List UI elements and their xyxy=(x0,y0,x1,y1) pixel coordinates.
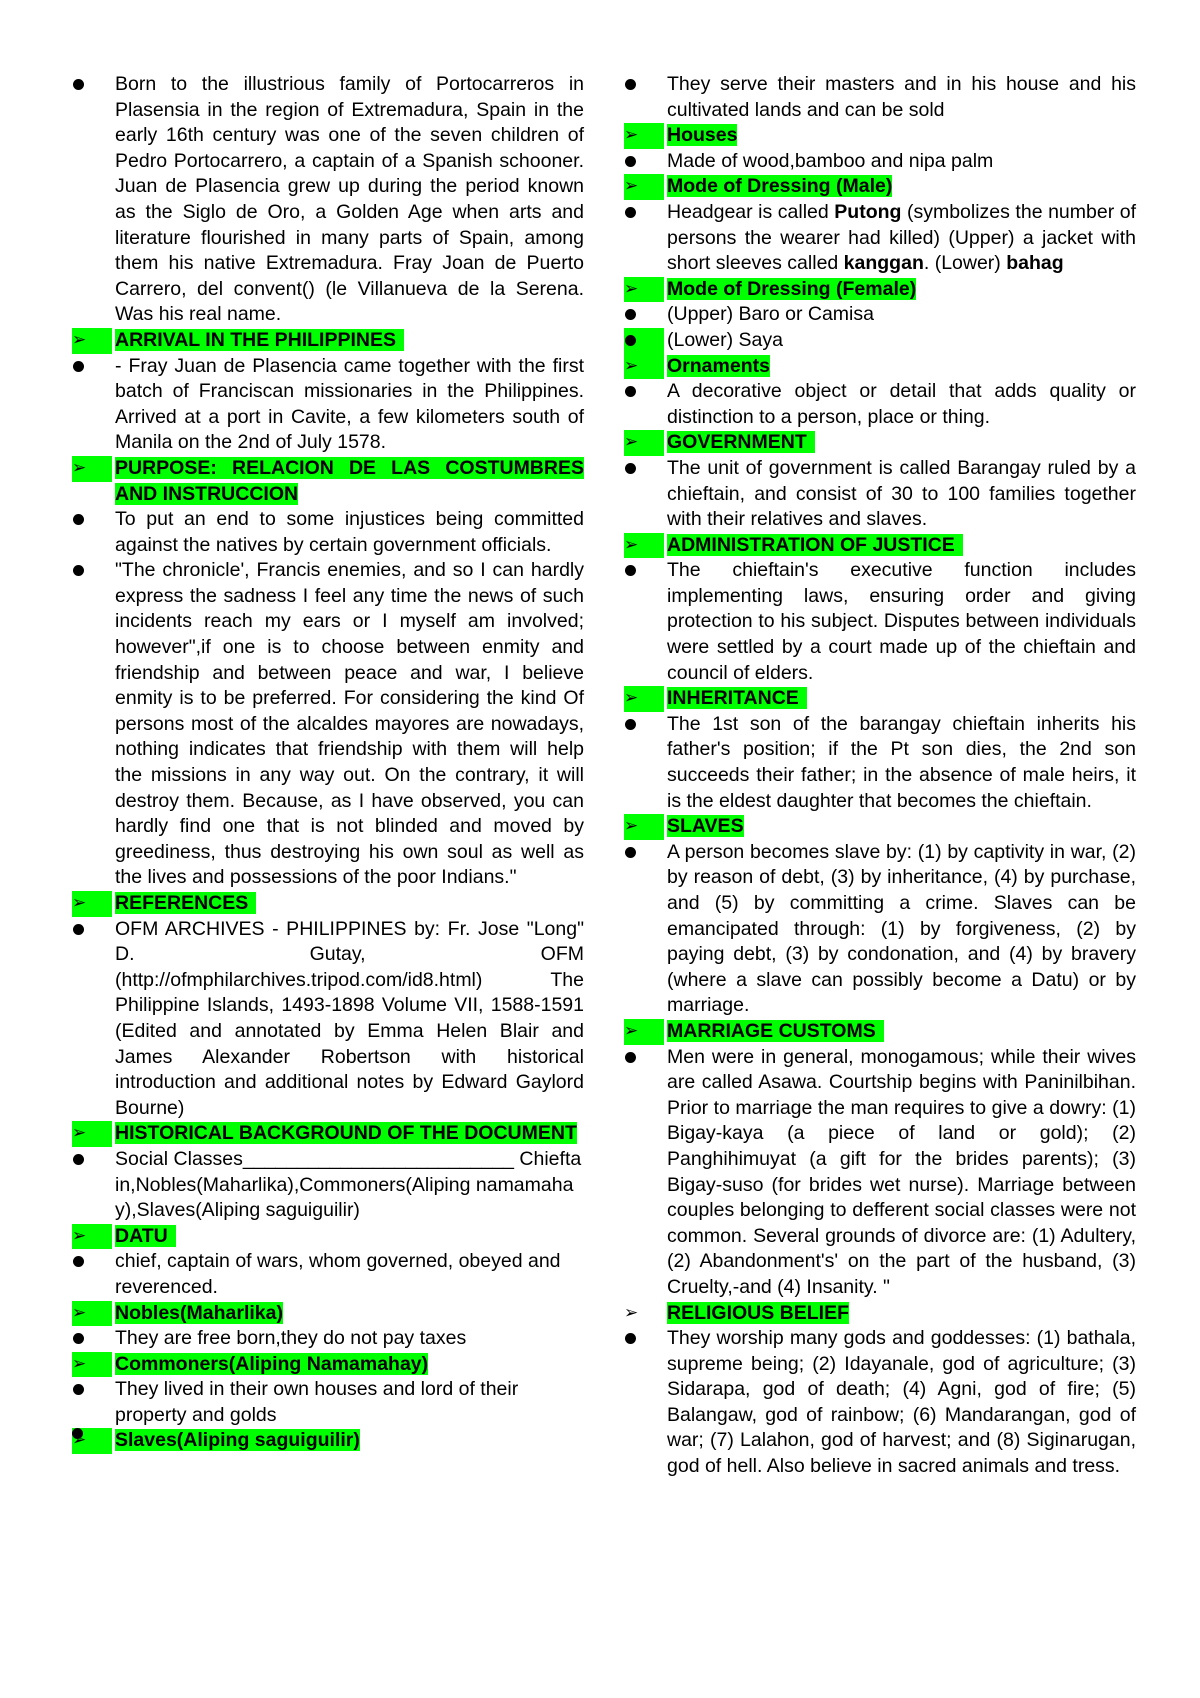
heading-purpose xyxy=(72,456,584,507)
paragraph-datu: chief, captain of wars, whom governed, obeyed and reverenced. xyxy=(115,1250,561,1298)
paragraph-arrival: - Fray Juan de Plasencia came together with the first batch of Franciscan missionaries in the Philippines. Arrived at a port in Cavite, a few kilometers south of Manila on the 2nd of July 1578. xyxy=(115,354,584,454)
bullet-item xyxy=(72,72,584,328)
heading-slaves-class xyxy=(72,1428,584,1454)
heading-text: ARRIVAL IN THE PHILIPPINES xyxy=(115,329,404,351)
arrow-bullet-icon xyxy=(72,1121,112,1147)
heading-text: DATU xyxy=(115,1225,176,1247)
arrow-bullet-icon xyxy=(624,1019,664,1045)
heading-commoners xyxy=(72,1352,584,1378)
arrow-bullet-icon xyxy=(624,354,664,380)
arrow-bullet-icon xyxy=(624,814,664,840)
paragraph-houses: Made of wood,bamboo and nipa palm xyxy=(667,149,994,172)
bullet-item xyxy=(72,1249,584,1300)
paragraph-government: The unit of government is called Barangay ruled by a chieftain, and consist of 30 to 100 families together with their relatives and slaves. xyxy=(667,456,1136,531)
paragraph-justice: The chieftain's executive function includes implementing laws, ensuring order and giving protection to his subject. Disputes between individuals were settled by a court made up of the chieftain and council of elders. xyxy=(667,559,1136,684)
paragraph-inheritance: The 1st son of the barangay chieftain inherits his father's position; if the Pt son dies, the 2nd son succeeds their father; in the absence of male heirs, it is the eldest daughter that becomes the chieftain. xyxy=(667,712,1136,812)
bullet-icon xyxy=(624,840,664,866)
arrow-bullet-icon xyxy=(624,174,664,200)
paragraph-serve: They serve their masters and in his house and his cultivated lands and can be sold xyxy=(667,73,1136,121)
heading-text: Houses xyxy=(667,124,738,147)
heading-text: ADMINISTRATION OF JUSTICE xyxy=(667,534,963,556)
arrow-bullet-icon xyxy=(624,686,664,712)
arrow-bullet-icon xyxy=(624,277,664,303)
bullet-item xyxy=(624,149,1136,175)
heading-text: SLAVES xyxy=(667,815,744,838)
paragraph-commoners: They lived in their own houses and lord of their property and golds xyxy=(115,1378,519,1426)
bullet-icon xyxy=(624,379,664,405)
arrow-bullet-icon xyxy=(72,1301,112,1327)
arrow-bullet-icon xyxy=(624,1301,664,1327)
right-column xyxy=(624,72,1136,1480)
bullet-icon xyxy=(624,1326,664,1352)
bullet-icon xyxy=(72,1326,112,1352)
heading-text: REFERENCES xyxy=(115,892,256,914)
bullet-icon xyxy=(72,72,112,98)
heading-text: HISTORICAL BACKGROUND OF THE DOCUMENT xyxy=(115,1122,577,1145)
paragraph-chronicle-quote: "The chronicle', Francis enemies, and so I can hardly express the sadness I feel any time the news of such incidents reach my ears or I myself am involved; however",if one is to choose between enmity and friendship and between peace and war, I believe enmity is to be preferred. For considering the kind Of persons most of the alcaldes mayores are nowadays, nothing indicates that friendship with them will help the missions in any way out. On the contrary, it will destroy them. Because, as I have observed, you can hardly find one that is not blinded and moved by greediness, thus destroying his own soul as well as the lives and possessions of the poor Indians." xyxy=(115,559,584,889)
paragraph-dressing-male: Headgear is called Putong (symbolizes the number of persons the wearer had killed) (Upper) a jacket with short sleeves called kanggan. (Lower) bahag xyxy=(667,200,1136,275)
heading-text: MARRIAGE CUSTOMS xyxy=(667,1020,884,1042)
heading-ornaments xyxy=(624,354,1136,380)
bullet-item xyxy=(624,379,1136,430)
left-column xyxy=(72,72,584,1454)
arrow-bullet-icon xyxy=(624,430,664,456)
bullet-icon xyxy=(624,149,664,175)
arrow-bullet-icon xyxy=(72,328,112,354)
heading-references xyxy=(72,891,584,917)
heading-text: GOVERNMENT xyxy=(667,431,815,453)
heading-arrival xyxy=(72,328,584,354)
arrow-bullet-icon xyxy=(624,123,664,149)
heading-text: Slaves(Aliping saguiguilir) xyxy=(115,1429,360,1452)
bullet-item xyxy=(72,1377,584,1428)
heading-marriage xyxy=(624,1019,1136,1045)
arrow-bullet-icon xyxy=(624,533,664,559)
arrow-bullet-icon xyxy=(72,456,112,482)
heading-text: RELIGIOUS BELIEF xyxy=(667,1301,850,1324)
bullet-icon xyxy=(624,72,664,98)
heading-datu xyxy=(72,1224,584,1250)
bullet-item xyxy=(624,1045,1136,1301)
heading-text: Nobles(Maharlika) xyxy=(115,1301,283,1324)
heading-nobles xyxy=(72,1301,584,1327)
bullet-item xyxy=(624,840,1136,1019)
arrow-bullet-icon xyxy=(72,891,112,917)
paragraph-dressing-female-lower: (Lower) Saya xyxy=(667,328,783,351)
bullet-icon xyxy=(72,1249,112,1275)
bullet-item xyxy=(624,712,1136,814)
heading-text: Mode of Dressing (Male) xyxy=(667,175,893,198)
arrow-bullet-icon xyxy=(72,1352,112,1378)
bullet-icon xyxy=(72,917,112,943)
paragraph-origin: Born to the illustrious family of Portocarreros in Plasensia in the region of Extremadura, Spain in the early 16th century was one of the seven children of Pedro Portocarrero, a captain of a Spanish schooner. Juan de Plasencia grew up during the period known as the Siglo de Oro, a Golden Age when arts and literature flourished in many parts of Spain, among them his native Extremadura. Fray Joan de Puerto Carrero, del convent() (le Villanueva de la Serena. Was his real name. xyxy=(115,73,584,326)
bullet-icon xyxy=(624,456,664,482)
heading-text: INHERITANCE xyxy=(667,687,807,709)
bullet-item xyxy=(624,72,1136,123)
paragraph-slaves: A person becomes slave by: (1) by captivity in war, (2) by reason of debt, (3) by inheritance, (4) by purchase, and (5) by committing a crime. Slaves can be emancipated through: (1) by forgiveness, (2) by paying debt, (3) by condonation, and (4) by bravery (where a slave can possibly become a Datu) or by marriage. xyxy=(667,840,1136,1017)
arrow-bullet-icon xyxy=(72,1224,112,1250)
bullet-item xyxy=(72,1326,584,1352)
paragraph-dressing-female-upper: (Upper) Baro or Camisa xyxy=(667,303,874,326)
bullet-icon xyxy=(624,302,664,328)
heading-text: PURPOSE: RELACION DE LAS COSTUMBRES AND INSTRUCCION xyxy=(115,456,584,505)
bullet-icon xyxy=(624,328,664,354)
heading-slaves xyxy=(624,814,1136,840)
heading-historical-background xyxy=(72,1121,584,1147)
paragraph-social-classes: Social Classes_________________________ Chieftain,Nobles(Maharlika),Commoners(Aliping namamahay),Slaves(Aliping saguiguilir) xyxy=(115,1147,582,1222)
bullet-item xyxy=(72,1147,584,1224)
heading-religious xyxy=(624,1301,1136,1327)
bullet-icon xyxy=(624,1045,664,1071)
paragraph-references: OFM ARCHIVES - PHILIPPINES by: Fr. Jose "Long" D. Gutay, OFM (http://ofmphilarchives.tripod.com/id8.html) The Philippine Islands, 1493-1898 Volume VII, 1588-1591 (Edited and annotated by Emma Helen Blair and James Alexander Robertson with historical introduction and additional notes by Edward Gaylord Bourne) xyxy=(115,917,584,1119)
bullet-item xyxy=(72,917,584,1122)
heading-dressing-female xyxy=(624,277,1136,303)
bullet-icon xyxy=(72,1147,112,1173)
bullet-item xyxy=(72,354,584,456)
paragraph-ornaments: A decorative object or detail that adds quality or distinction to a person, place or thing. xyxy=(667,380,1136,428)
paragraph-religious: They worship many gods and goddesses: (1) bathala, supreme being; (2) Idayanale, god of agriculture; (3) Sidarapa, god of death; (4) Agni, god of fire; (5) Balangaw, god of rainbow; (6) Mandarangan, god of war; (7) Lalahon, god of harvest; and (8) Siginarugan, god of hell. Also believe in sacred animals and tress. xyxy=(667,1327,1136,1478)
bullet-icon xyxy=(72,507,112,533)
bullet-icon xyxy=(72,1428,112,1454)
bullet-item xyxy=(72,507,584,558)
heading-text: Commoners(Aliping Namamahay) xyxy=(115,1352,429,1375)
bullet-item xyxy=(72,558,584,891)
heading-text: Mode of Dressing (Female) xyxy=(667,277,917,300)
bullet-item xyxy=(624,328,1136,354)
bullet-item xyxy=(624,456,1136,533)
bullet-icon xyxy=(72,1377,112,1403)
bullet-icon xyxy=(72,354,112,380)
bullet-item xyxy=(624,1326,1136,1480)
paragraph-purpose-1: To put an end to some injustices being committed against the natives by certain government officials. xyxy=(115,508,584,556)
paragraph-nobles: They are free born,they do not pay taxes xyxy=(115,1327,467,1350)
heading-inheritance xyxy=(624,686,1136,712)
heading-justice xyxy=(624,533,1136,559)
bullet-icon xyxy=(624,712,664,738)
bullet-item xyxy=(624,200,1136,277)
bullet-item xyxy=(624,558,1136,686)
heading-houses xyxy=(624,123,1136,149)
heading-dressing-male xyxy=(624,174,1136,200)
heading-text: Ornaments xyxy=(667,354,770,377)
bullet-icon xyxy=(624,558,664,584)
bullet-icon xyxy=(624,200,664,226)
bullet-icon xyxy=(72,558,112,584)
paragraph-marriage: Men were in general, monogamous; while their wives are called Asawa. Courtship begins with Paninilbihan. Prior to marriage the man requires to give a dowry: (1) Bigay-kaya (a piece of land or gold); (2) Panghihimuyat (a gift for the brides parents); (3) Bigay-suso (for brides wet nurse). Marriage between couples belonging to defferent social classes were not common. Several grounds of divorce are: (1) Adultery, (2) Abandonment's' on the part of the husband, (3) Cruelty,-and (4) Insanity. " xyxy=(667,1045,1136,1298)
heading-government xyxy=(624,430,1136,456)
bullet-item xyxy=(624,302,1136,328)
